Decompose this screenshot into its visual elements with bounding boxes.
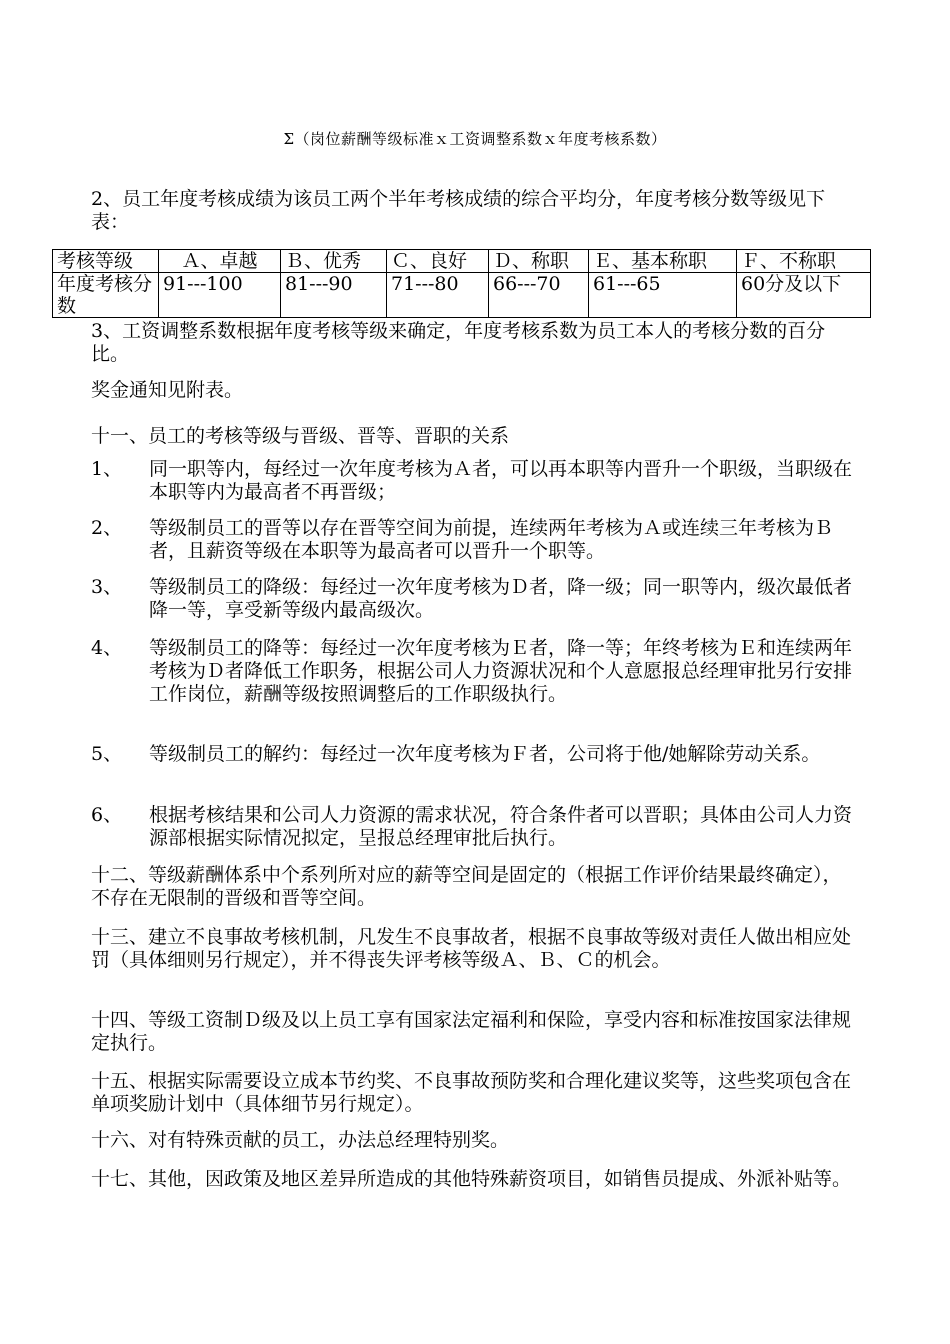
- table-header-cell: Ａ、卓越: [159, 250, 281, 273]
- section-12: 十二、等级薪酬体系中个系列所对应的薪等空间是固定的（根据工作评价结果最终确定），不存在无限制的晋级和晋等空间。: [91, 864, 842, 909]
- list-item-text: 根据考核结果和公司人力资源的需求状况，符合条件者可以晋职；具体由公司人力资源部根据实际情况拟定，呈报总经理审批后执行。: [149, 804, 853, 849]
- grade-table-header-row: [53, 250, 871, 273]
- section-13: 十三、建立不良事故考核机制，凡发生不良事故者，根据不良事故等级对责任人做出相应处罚（具体细则另行规定），并不得丧失评考核等级Ａ、Ｂ、Ｃ的机会。: [91, 926, 852, 971]
- paragraph-adjustment-coefficient: 3、工资调整系数根据年度考核等级来确定，年度考核系数为员工本人的考核分数的百分比。: [91, 320, 826, 365]
- table-header-cell: Ｆ、不称职: [737, 250, 871, 273]
- section-11-title: 十一、员工的考核等级与晋级、晋等、晋职的关系: [91, 425, 510, 447]
- section-14: 十四、等级工资制Ｄ级及以上员工享有国家法定福利和保险，享受内容和标准按国家法律规定执行。: [91, 1009, 852, 1054]
- table-header-cell: Ｅ、基本称职: [589, 250, 737, 273]
- list-item-text: 等级制员工的晋等以存在晋等空间为前提，连续两年考核为Ａ或连续三年考核为Ｂ者，且薪资等级在本职等为最高者可以晋升一个职等。: [149, 517, 834, 562]
- list-item-text: 等级制员工的降等：每经过一次年度考核为Ｅ者，降一等；年终考核为Ｅ和连续两年考核为Ｄ者降低工作职务，根据公司人力资源状况和个人意愿报总经理审批另行安排工作岗位，薪酬等级按照调整后的工作职级执行。: [149, 637, 853, 705]
- list-item-number: 1、: [91, 458, 123, 480]
- table-cell: 66---70: [489, 273, 589, 318]
- list-item-number: 2、: [91, 517, 123, 539]
- grade-table-score-row: [53, 273, 871, 318]
- table-cell: 91---100: [159, 273, 281, 318]
- list-item-text: 同一职等内，每经过一次年度考核为Ａ者，可以再本职等内晋升一个职级，当职级在本职等内为最高者不再晋级；: [149, 458, 853, 503]
- salary-formula: Σ（岗位薪酬等级标准ｘ工资调整系数ｘ年度考核系数）: [283, 130, 667, 148]
- section-17: 十七、其他，因政策及地区差异所造成的其他特殊薪资项目，如销售员提成、外派补贴等。: [91, 1168, 852, 1190]
- section-16: 十六、对有特殊贡献的员工，办法总经理特别奖。: [91, 1129, 510, 1151]
- list-item-number: 4、: [91, 637, 123, 659]
- table-cell: 71---80: [387, 273, 489, 318]
- list-item-text: 等级制员工的解约：每经过一次年度考核为Ｆ者，公司将于他/她解除劳动关系。: [149, 743, 821, 765]
- paragraph-annual-score: 2、员工年度考核成绩为该员工两个半年考核成绩的综合平均分，年度考核分数等级见下表：: [91, 188, 826, 233]
- table-cell: 81---90: [281, 273, 387, 318]
- list-item-number: 5、: [91, 743, 123, 765]
- table-cell: 年度考核分数: [53, 273, 159, 318]
- list-item-number: 3、: [91, 576, 123, 598]
- paragraph-bonus-note: 奖金通知见附表。: [91, 379, 244, 401]
- table-header-cell: 考核等级: [53, 250, 159, 273]
- table-header-cell: Ｃ、良好: [387, 250, 489, 273]
- grade-table: [52, 249, 871, 318]
- table-cell: 60分及以下: [737, 273, 871, 318]
- table-header-cell: Ｄ、称职: [489, 250, 589, 273]
- table-header-cell: Ｂ、优秀: [281, 250, 387, 273]
- list-item-text: 等级制员工的降级：每经过一次年度考核为Ｄ者，降一级；同一职等内，级次最低者降一等，享受新等级内最高级次。: [149, 576, 853, 621]
- section-15: 十五、根据实际需要设立成本节约奖、不良事故预防奖和合理化建议奖等，这些奖项包含在单项奖励计划中（具体细节另行规定）。: [91, 1070, 852, 1115]
- list-item-number: 6、: [91, 804, 123, 826]
- table-cell: 61---65: [589, 273, 737, 318]
